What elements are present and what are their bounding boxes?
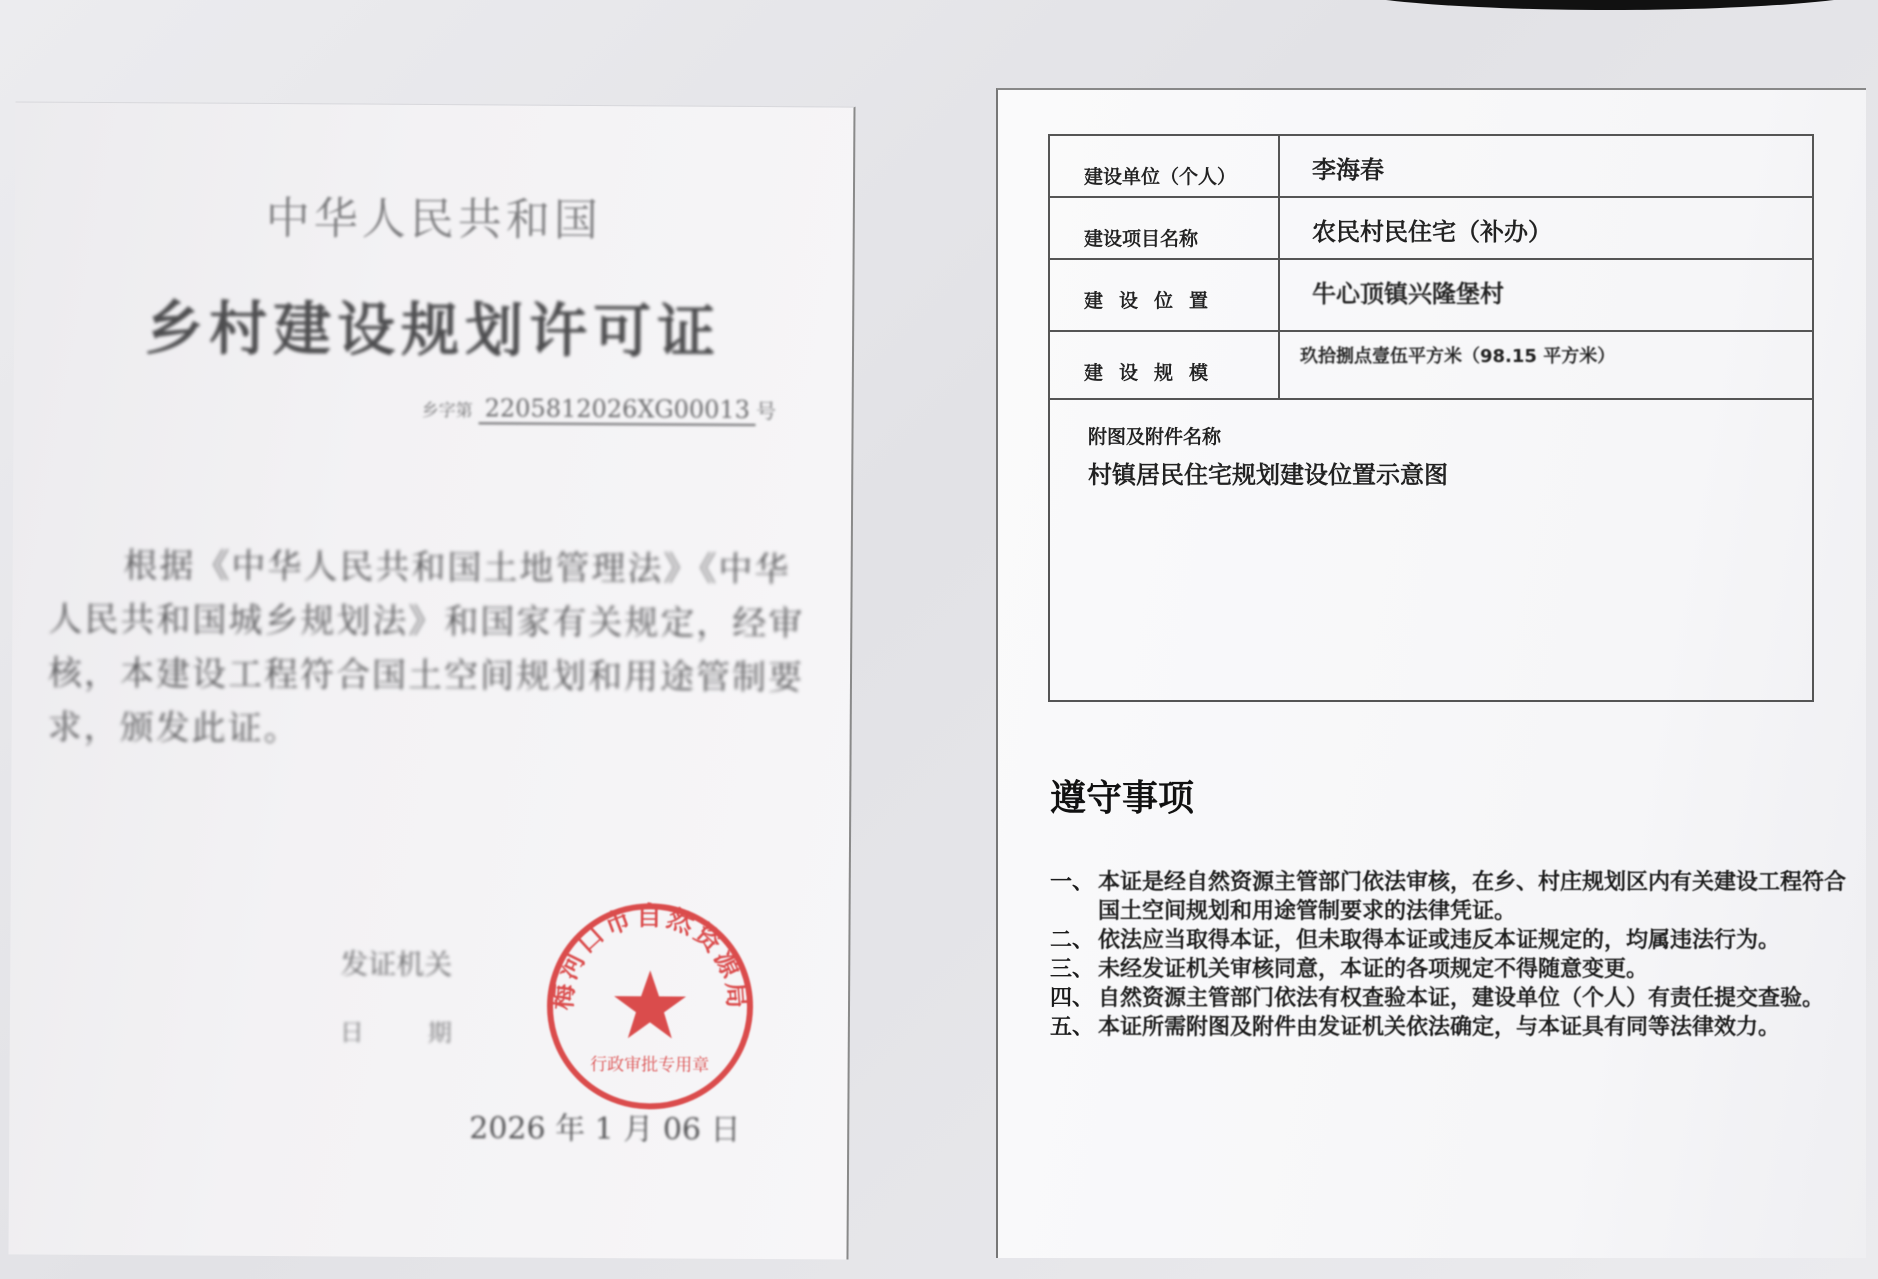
notes-list [1050, 868, 1850, 1042]
permit-number-value: 2205812026XG00013 [479, 394, 756, 426]
permit-number-suffix: 号 [755, 398, 777, 424]
permit-details-page [996, 88, 1866, 1258]
table-row [1049, 259, 1813, 331]
country-name: 中华人民共和国 [265, 192, 602, 247]
note-marker: 四、 [1050, 986, 1095, 1011]
location-label: 建设位置 [1049, 259, 1279, 331]
note-text: 未经发证机关审核同意，本证的各项规定不得随意变更。 [1098, 957, 1649, 982]
note-text: 依法应当取得本证，但未取得本证或违反本证规定的，均属违法行为。 [1098, 928, 1781, 953]
permit-info-table [1048, 134, 1814, 702]
note-marker: 一、 [1050, 870, 1095, 895]
scale-value: 玖拾捌点壹伍平方米（98.15 平方米） [1279, 331, 1813, 399]
project-name-value: 农民村民住宅（补办） [1279, 197, 1813, 259]
date-label: 日期 [339, 1018, 516, 1048]
applicant-value: 李海春 [1279, 135, 1813, 197]
permit-body-text: 根据《中华人民共和国土地管理法》《中华人民共和国城乡规划法》和国家有关规定，经审核，本建设工程符合国土空间规划和用途管制要求，颁发此证。 [47, 546, 805, 750]
project-name-label: 建设项目名称 [1049, 197, 1279, 259]
applicant-label: 建设单位（个人） [1049, 135, 1279, 197]
notes-title: 遵守事项 [1050, 778, 1195, 819]
seal-org-text: 梅河口市自然资源局 [548, 901, 752, 1013]
permit-number-prefix: 乡字第 [421, 400, 473, 422]
note-marker: 二、 [1050, 928, 1095, 953]
permit-number [422, 393, 776, 424]
star-icon [614, 970, 686, 1038]
attachment-label: 附图及附件名称 [1088, 426, 1222, 448]
note-text: 本证所需附图及附件由发证机关依法确定，与本证具有同等法律效力。 [1098, 1015, 1781, 1040]
note-marker: 三、 [1050, 957, 1095, 982]
attachment-value: 村镇居民住宅规划建设位置示意图 [1088, 461, 1448, 489]
table-row [1049, 331, 1813, 399]
list-item [1050, 1013, 1850, 1042]
permit-front-page [8, 101, 855, 1259]
list-item [1050, 868, 1850, 926]
official-seal [541, 898, 758, 1115]
issue-date: 2026 年 1 月 06 日 [469, 1111, 741, 1148]
note-marker: 五、 [1050, 1015, 1095, 1040]
scale-label: 建设规模 [1049, 331, 1279, 399]
seal-bottom-text: 行政审批专用章 [590, 1054, 710, 1076]
list-item [1050, 955, 1850, 984]
location-value: 牛心顶镇兴隆堡村 [1279, 259, 1813, 331]
note-text: 本证是经自然资源主管部门依法审核，在乡、村庄规划区内有关建设工程符合国土空间规划和用途管制要求的法律凭证。 [1098, 870, 1847, 924]
list-item [1050, 926, 1850, 955]
list-item [1050, 984, 1850, 1013]
table-row [1049, 135, 1813, 197]
table-row [1049, 197, 1813, 259]
permit-title: 乡村建设规划许可证 [144, 294, 722, 366]
issuer-label: 发证机关 [340, 947, 453, 982]
table-row [1049, 399, 1813, 701]
note-text: 自然资源主管部门依法有权查验本证，建设单位（个人）有责任提交查验。 [1098, 986, 1825, 1011]
attachment-cell [1049, 399, 1813, 701]
